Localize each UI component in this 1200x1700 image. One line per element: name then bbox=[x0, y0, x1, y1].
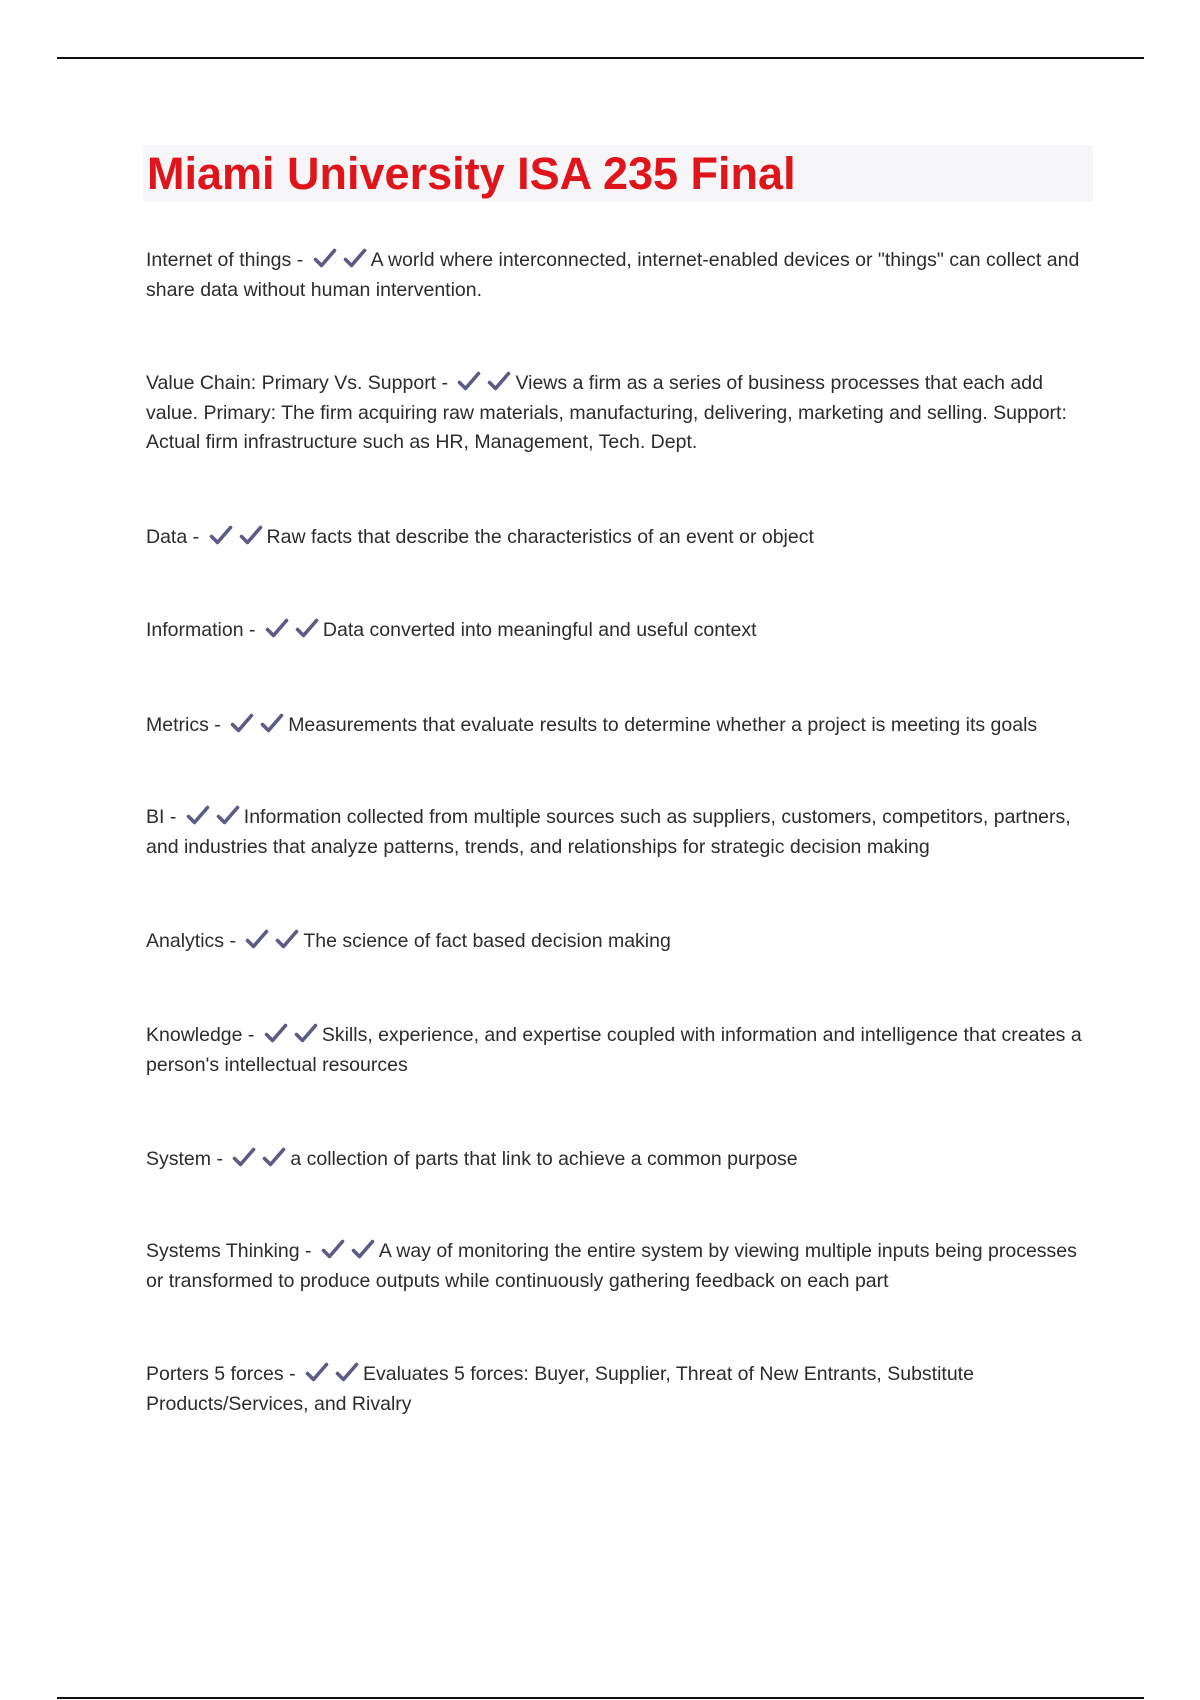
entry-separator: - bbox=[289, 1363, 296, 1385]
checkmark-icon bbox=[230, 712, 254, 734]
entry-term: Value Chain: Primary Vs. Support bbox=[146, 372, 437, 394]
checkmark-icon bbox=[487, 370, 511, 392]
checkmark-icon bbox=[457, 370, 481, 392]
entry-term: Knowledge bbox=[146, 1024, 243, 1046]
entry-separator: - bbox=[192, 526, 200, 548]
flashcard-entry bbox=[146, 1360, 1096, 1419]
flashcard-entry bbox=[146, 523, 1096, 553]
checkmark-icon bbox=[321, 1238, 345, 1260]
check-pair bbox=[265, 619, 325, 641]
check-pair bbox=[230, 714, 290, 736]
checkmark-icon bbox=[186, 804, 210, 826]
check-pair bbox=[209, 526, 269, 548]
entry-term: Systems Thinking bbox=[146, 1240, 300, 1262]
entry-separator: - bbox=[441, 372, 449, 394]
entry-definition: Measurements that evaluate results to determine whether a project is meeting its goals bbox=[288, 714, 1038, 736]
check-pair bbox=[321, 1240, 381, 1262]
entry-definition: Data converted into meaningful and useful context bbox=[322, 619, 757, 641]
entry-term: System bbox=[146, 1148, 212, 1170]
checkmark-icon bbox=[335, 1361, 359, 1383]
entry-term: Porters 5 forces bbox=[146, 1363, 284, 1385]
check-pair bbox=[186, 806, 246, 828]
entry-definition: The science of fact based decision making bbox=[303, 930, 671, 952]
entry-separator: - bbox=[229, 930, 236, 952]
entry-definition: Raw facts that describe the characteristics of an event or object bbox=[266, 526, 814, 548]
entry-separator: - bbox=[296, 249, 304, 271]
entry-separator: - bbox=[216, 1148, 223, 1170]
checkmark-icon bbox=[351, 1238, 375, 1260]
entry-separator: - bbox=[214, 714, 221, 736]
flashcard-entry bbox=[146, 246, 1096, 305]
checkmark-icon bbox=[264, 1022, 288, 1044]
entry-definition: Evaluates 5 forces: Buyer, Supplier, Threat of New Entrants, Substitute Products/Services, and Rivalry bbox=[146, 1363, 974, 1415]
footer-rule bbox=[57, 1697, 1144, 1699]
entry-term: Data bbox=[146, 526, 188, 548]
entry-term: Internet of things bbox=[146, 249, 292, 271]
entry-term: BI bbox=[146, 806, 165, 828]
check-pair bbox=[264, 1024, 324, 1046]
check-pair bbox=[232, 1148, 292, 1170]
flashcard-entry bbox=[146, 711, 1096, 741]
checkmark-icon bbox=[239, 524, 263, 546]
entry-definition: A way of monitoring the entire system by viewing multiple inputs being processes or transformed to produce outputs while continuously gathering feedback on each part bbox=[146, 1240, 1077, 1292]
title-banner bbox=[143, 145, 1093, 202]
checkmark-icon bbox=[275, 928, 299, 950]
check-pair bbox=[457, 372, 517, 394]
entry-separator: - bbox=[248, 619, 256, 641]
checkmark-icon bbox=[260, 712, 284, 734]
entry-term: Information bbox=[146, 619, 244, 641]
checkmark-icon bbox=[305, 1361, 329, 1383]
document-title: Miami University ISA 235 Final bbox=[147, 148, 796, 199]
check-pair bbox=[305, 1363, 365, 1385]
entry-definition: Information collected from multiple sources such as suppliers, customers, competitors, partners, and industries that analyze patterns, trends, and relationships for strategic decision making bbox=[146, 806, 1071, 858]
flashcard-entry bbox=[146, 927, 1096, 957]
flashcard-entry bbox=[146, 803, 1096, 862]
entry-definition: Views a firm as a series of business processes that each add value. Primary: The firm acquiring raw materials, manufacturing, delivering, marketing and selling. Support: Actual firm infrastructure such as HR, Management, Tech. Dept. bbox=[146, 372, 1067, 453]
entry-definition: a collection of parts that link to achieve a common purpose bbox=[290, 1148, 798, 1170]
entry-separator: - bbox=[247, 1024, 255, 1046]
flashcard-entry bbox=[146, 369, 1096, 458]
checkmark-icon bbox=[295, 617, 319, 639]
check-pair bbox=[245, 930, 305, 952]
checkmark-icon bbox=[216, 804, 240, 826]
checkmark-icon bbox=[343, 247, 367, 269]
checkmark-icon bbox=[262, 1146, 286, 1168]
checkmark-icon bbox=[232, 1146, 256, 1168]
entry-definition: Skills, experience, and expertise coupled with information and intelligence that creates a person's intellectual resources bbox=[146, 1024, 1082, 1076]
flashcard-entry bbox=[146, 1145, 1096, 1175]
entry-separator: - bbox=[304, 1240, 312, 1262]
entry-separator: - bbox=[169, 806, 177, 828]
checkmark-icon bbox=[265, 617, 289, 639]
entry-term: Analytics bbox=[146, 930, 225, 952]
flashcard-entry bbox=[146, 1021, 1096, 1080]
checkmark-icon bbox=[294, 1022, 318, 1044]
check-pair bbox=[313, 249, 373, 271]
flashcard-entry bbox=[146, 616, 1096, 646]
checkmark-icon bbox=[313, 247, 337, 269]
entry-term: Metrics bbox=[146, 714, 209, 736]
checkmark-icon bbox=[245, 928, 269, 950]
checkmark-icon bbox=[209, 524, 233, 546]
entry-definition: A world where interconnected, internet-enabled devices or "things" can collect and share data without human intervention. bbox=[146, 249, 1080, 301]
flashcard-entry bbox=[146, 1237, 1096, 1296]
header-rule bbox=[57, 57, 1144, 59]
